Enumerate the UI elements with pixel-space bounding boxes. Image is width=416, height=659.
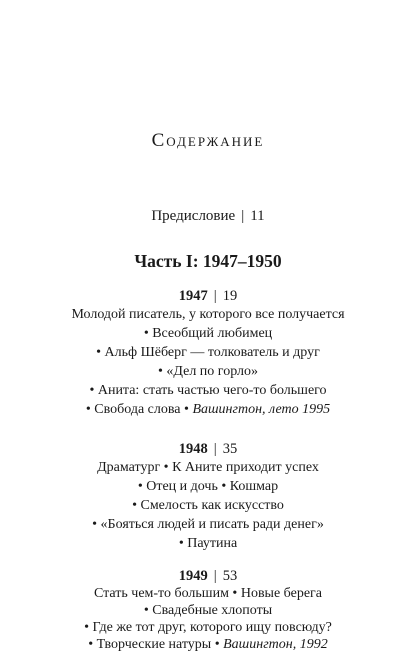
toc-line: Молодой писатель, у которого все получается <box>71 307 345 322</box>
year-page: 19 <box>222 288 238 304</box>
toc-line-italic: Вашингтон, лето 1995 <box>192 402 331 417</box>
year-heading-1949 <box>0 568 416 585</box>
year-label: 1947 <box>178 288 208 304</box>
toc-line: • Смелость как искусство <box>132 498 284 513</box>
year-page: 53 <box>222 568 238 584</box>
preface-label: Предисловие <box>151 208 236 224</box>
preface-page: 11 <box>250 208 265 224</box>
toc-line: Стать чем-то большим • Новые берега <box>93 586 322 601</box>
toc-line: • «Дел по горло» <box>157 364 258 379</box>
toc-line: • Альф Шёберг — толкователь и друг <box>96 345 320 360</box>
separator: | <box>213 568 217 584</box>
toc-line: • «Бояться людей и писать ради денег» <box>92 517 324 532</box>
toc-line: • Свадебные хлопоты <box>143 603 273 618</box>
toc-line: Драматург • К Аните приходит успех <box>97 460 319 475</box>
year-label: 1948 <box>178 441 208 457</box>
part-heading: Часть I: 1947–1950 <box>134 251 282 271</box>
toc-line-text: • Свобода слова • <box>85 402 189 417</box>
toc-line: • Анита: стать частью чего-то большего <box>89 383 327 398</box>
separator: | <box>241 208 245 224</box>
toc-line: • Паутина <box>178 536 238 551</box>
toc-line <box>0 637 416 653</box>
toc-line: • Где же тот друг, которого ищу повсюду? <box>84 620 332 635</box>
year-label: 1949 <box>178 568 208 584</box>
toc-line-italic: Вашингтон, 1992 <box>223 637 328 652</box>
toc-line: • Отец и дочь • Кошмар <box>137 479 279 494</box>
year-page: 35 <box>222 441 238 457</box>
year-heading-1948 <box>0 441 416 458</box>
preface-entry <box>0 208 416 225</box>
separator: | <box>213 288 217 304</box>
toc-line <box>0 402 416 418</box>
toc-title: Содержание <box>151 130 265 151</box>
year-heading-1947 <box>0 288 416 305</box>
toc-line-text: • Творческие натуры • <box>88 637 220 652</box>
toc-line: • Всеобщий любимец <box>143 326 273 341</box>
separator: | <box>213 441 217 457</box>
